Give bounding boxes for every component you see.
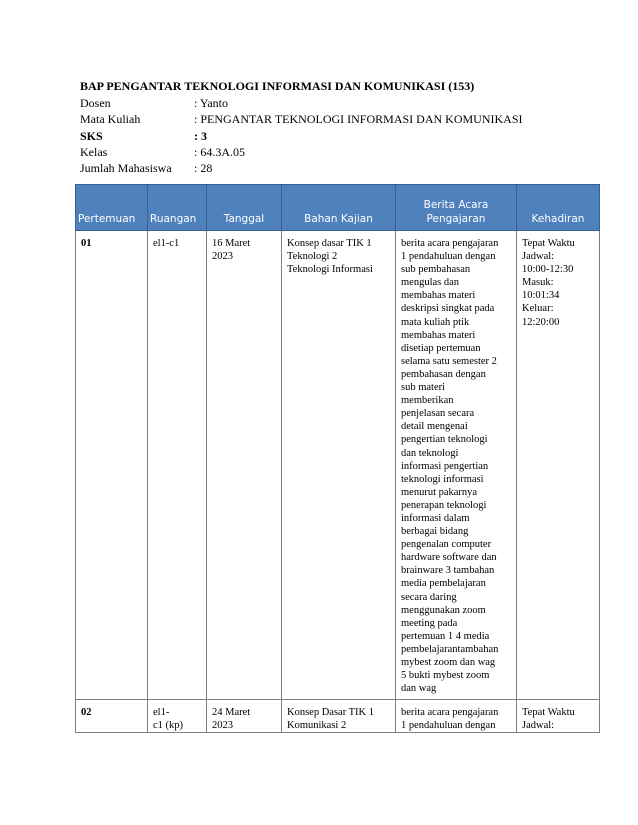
- table-row: [76, 700, 600, 733]
- berita-line: berbagai bidang: [401, 526, 469, 538]
- berita-line: pengenalan computer: [401, 539, 492, 551]
- header-bahan-kajian: Bahan Kajian: [282, 185, 396, 231]
- tanggal-line: 2023: [212, 720, 233, 732]
- sks-label: SKS: [80, 128, 103, 143]
- berita-line: selama satu semester 2: [401, 355, 497, 367]
- kehadiran-line: 10:00-12:30: [522, 264, 574, 276]
- berita-line: teknologi informasi: [401, 473, 484, 485]
- info-row-kelas: [80, 144, 522, 160]
- kelas-label: Kelas: [80, 144, 108, 159]
- berita-line: informasi dalam: [401, 512, 470, 524]
- bahan-line: Konsep dasar TIK 1: [287, 238, 372, 249]
- cell-kehadiran: [517, 231, 600, 700]
- kehadiran-line: Masuk:: [522, 277, 554, 289]
- info-row-sks: [80, 128, 522, 144]
- berita-line: brainware 3 tambahan: [401, 565, 495, 577]
- jumlah-value: : 28: [194, 161, 213, 176]
- berita-line: pertemuan 1 4 media: [401, 630, 490, 642]
- berita-line: pengertian teknologi: [401, 434, 488, 446]
- berita-line: meeting pada: [401, 617, 458, 629]
- berita-line: 5 bukti mybest zoom: [401, 670, 490, 682]
- header-kehadiran: Kehadiran: [517, 185, 600, 231]
- kehadiran-line: 10:01:34: [522, 290, 560, 302]
- berita-line: mybest zoom dan wag: [401, 657, 496, 668]
- cell-ruangan: [148, 231, 207, 700]
- berita-line: 1 pendahuluan dengan: [401, 720, 496, 732]
- table-row: [76, 231, 600, 700]
- ruangan-line: el1-: [153, 707, 170, 718]
- dosen-label: Dosen: [80, 96, 111, 110]
- kehadiran-line: Tepat Waktu: [522, 238, 575, 249]
- berita-line: penerapan teknologi: [401, 499, 487, 511]
- bahan-line: Teknologi 2: [287, 251, 338, 263]
- bahan-line: Teknologi Informasi: [287, 264, 373, 276]
- berita-line: berita acara pengajaran: [401, 707, 499, 718]
- cell-pertemuan: 01: [76, 231, 148, 700]
- cell-kehadiran: [517, 700, 600, 733]
- tanggal-line: 2023: [212, 251, 233, 263]
- berita-line: informasi pengertian: [401, 460, 489, 472]
- matkul-label: Mata Kuliah: [80, 112, 141, 127]
- info-row-dosen: [80, 95, 522, 111]
- info-row-jumlah: [80, 160, 522, 176]
- cell-tanggal: [207, 231, 282, 700]
- berita-line: media pembelajaran: [401, 578, 486, 590]
- berita-line: penjelasan secara: [401, 408, 475, 420]
- header-pertemuan: Pertemuan: [76, 185, 148, 231]
- berita-line: mata kuliah ptik: [401, 316, 470, 328]
- berita-line: hardware software dan: [401, 552, 497, 564]
- cell-berita: [396, 231, 517, 700]
- berita-line: dan wag: [401, 683, 437, 695]
- cell-bahan: [282, 700, 396, 733]
- berita-line: pembahasan dengan: [401, 368, 486, 380]
- jumlah-label: Jumlah Mahasiswa: [80, 161, 172, 176]
- header-ruangan: Ruangan: [148, 185, 207, 231]
- bap-table: [75, 184, 600, 733]
- berita-line: membahas materi: [401, 329, 476, 341]
- header-berita-line2: Pengajaran: [426, 213, 486, 225]
- kehadiran-line: Tepat Waktu: [522, 707, 575, 718]
- kehadiran-line: Keluar:: [522, 303, 554, 315]
- header-berita-acara: [396, 185, 517, 231]
- cell-berita: [396, 700, 517, 733]
- bahan-line: Konsep Dasar TIK 1: [287, 707, 374, 718]
- berita-line: mengulas dan: [401, 277, 460, 289]
- kelas-value: : 64.3A.05: [194, 144, 245, 159]
- tanggal-line: 16 Maret: [212, 238, 251, 249]
- kehadiran-line: 12:20:00: [522, 316, 560, 328]
- berita-line: 1 pendahuluan dengan: [401, 251, 496, 263]
- berita-line: dan teknologi: [401, 447, 459, 459]
- berita-line: sub materi: [401, 382, 446, 394]
- cell-pertemuan: 02: [76, 700, 148, 733]
- berita-line: detail mengenai: [401, 421, 468, 433]
- berita-line: membahas materi: [401, 290, 476, 302]
- berita-line: menggunakan zoom: [401, 604, 486, 616]
- document-title: BAP PENGANTAR TEKNOLOGI INFORMASI DAN KOMUNIKASI (153): [80, 79, 475, 93]
- berita-line: sub pembahasan: [401, 264, 471, 276]
- matkul-value: : PENGANTAR TEKNOLOGI INFORMASI DAN KOMUNIKASI: [194, 112, 523, 127]
- table-header-row: [76, 185, 600, 231]
- kehadiran-line: Jadwal:: [522, 251, 555, 263]
- info-row-matkul: [80, 111, 522, 127]
- ruangan-line: c1 (kp): [153, 720, 184, 732]
- bahan-line: Komunikasi 2: [287, 720, 347, 732]
- cell-bahan: [282, 231, 396, 700]
- cell-tanggal: [207, 700, 282, 733]
- berita-line: pembelajarantambahan: [401, 643, 499, 655]
- berita-line: secara daring: [401, 591, 457, 603]
- berita-line: deskripsi singkat pada: [401, 303, 495, 315]
- berita-line: berita acara pengajaran: [401, 238, 499, 249]
- header-berita-line1: Berita Acara: [423, 199, 489, 211]
- course-info: [80, 95, 522, 176]
- dosen-value: : Yanto: [194, 96, 229, 110]
- ruangan-line: el1-c1: [153, 238, 180, 249]
- kehadiran-line: Jadwal:: [522, 720, 555, 732]
- sks-value: : 3: [194, 128, 207, 143]
- header-tanggal: Tanggal: [207, 185, 282, 231]
- berita-line: menurut pakarnya: [401, 486, 478, 498]
- berita-line: disetiap pertemuan: [401, 342, 481, 354]
- berita-line: memberikan: [401, 395, 454, 407]
- cell-ruangan: [148, 700, 207, 733]
- tanggal-line: 24 Maret: [212, 707, 251, 718]
